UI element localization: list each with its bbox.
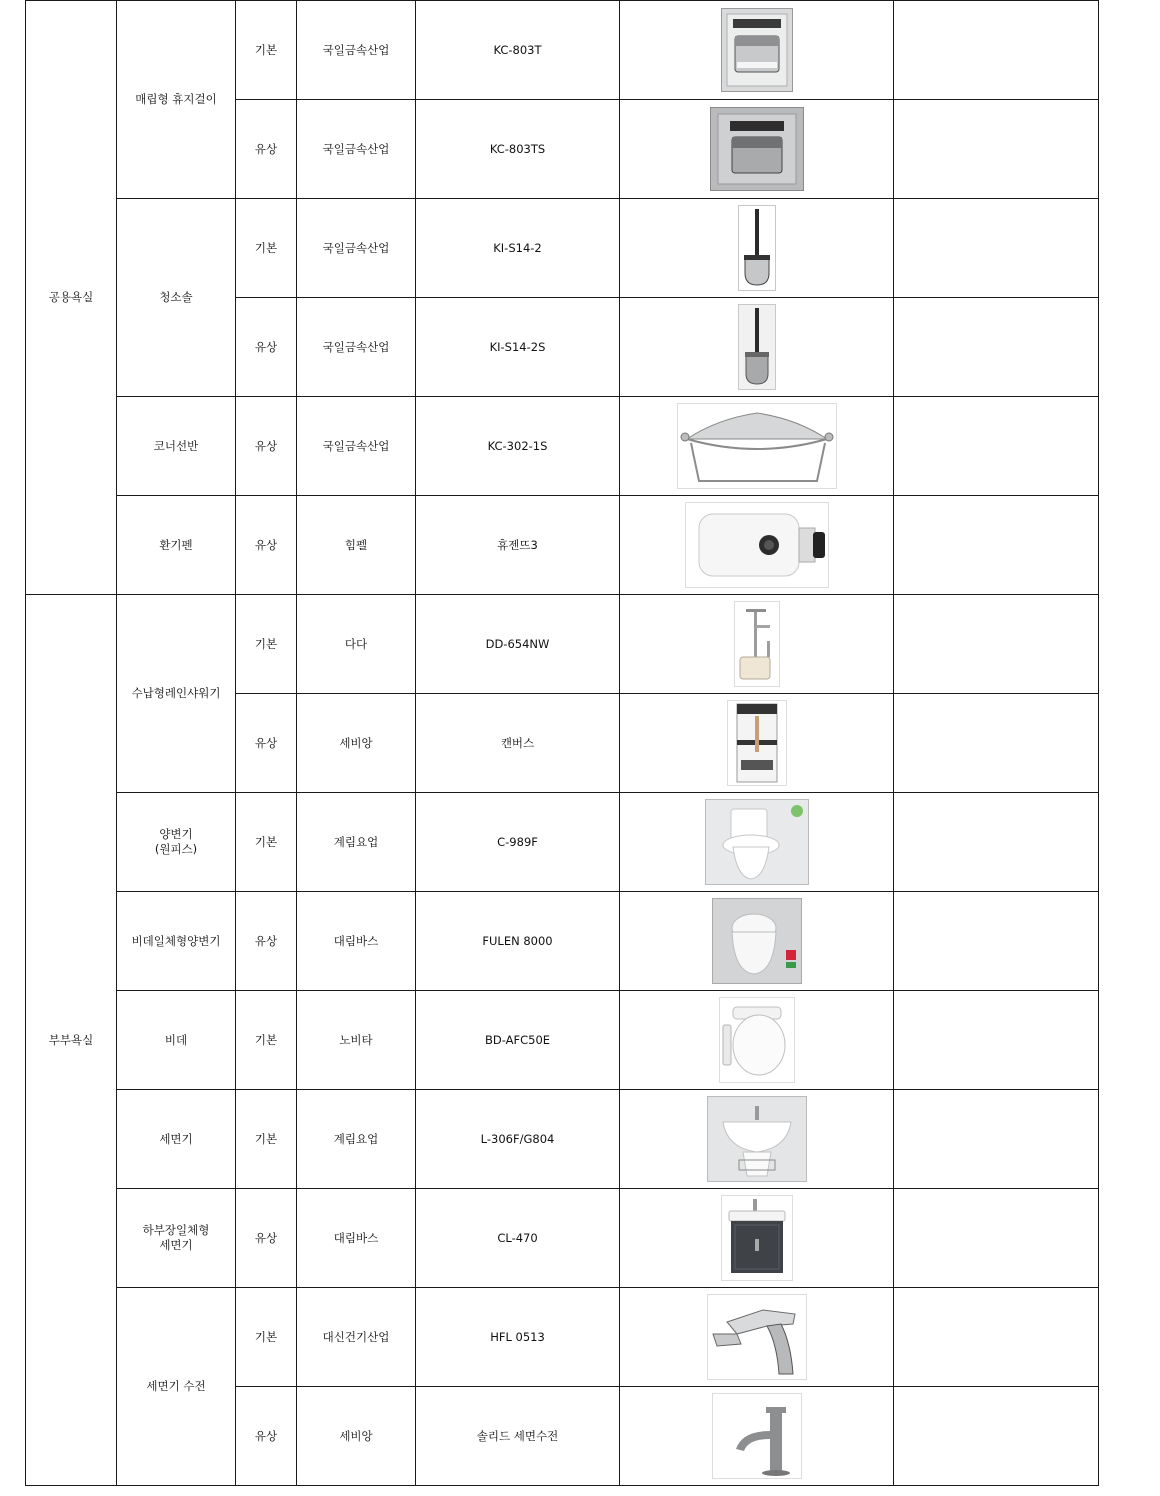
maker-cell: 국일금속산업	[297, 100, 416, 199]
item-name-cell: 비데	[117, 991, 236, 1090]
option-type-cell: 기본	[236, 199, 297, 298]
bidet-toilet-image	[712, 898, 802, 984]
remark-cell	[894, 397, 1099, 496]
remark-cell	[894, 1387, 1099, 1486]
table-row	[26, 595, 1099, 694]
maker-cell: 힘펠	[297, 496, 416, 595]
table-row	[26, 397, 1099, 496]
option-type-cell: 기본	[236, 1288, 297, 1387]
toilet-image	[705, 799, 809, 885]
option-type-cell: 유상	[236, 1387, 297, 1486]
location-cell: 공용욕실	[26, 1, 117, 595]
option-type-cell: 유상	[236, 298, 297, 397]
corner-shelf-image	[677, 403, 837, 489]
option-type-cell: 기본	[236, 1, 297, 100]
product-image-cell	[620, 100, 894, 199]
product-image-cell	[620, 892, 894, 991]
ventilation-fan-image	[685, 502, 829, 588]
item-name-cell: 코너선반	[117, 397, 236, 496]
maker-cell: 대신건기산업	[297, 1288, 416, 1387]
remark-cell	[894, 694, 1099, 793]
table-row	[26, 1090, 1099, 1189]
product-image-cell	[620, 397, 894, 496]
option-type-cell: 유상	[236, 1189, 297, 1288]
bidet-seat-image	[719, 997, 795, 1083]
product-image-cell	[620, 694, 894, 793]
product-image-cell	[620, 793, 894, 892]
product-image-cell	[620, 1090, 894, 1189]
maker-cell: 국일금속산업	[297, 298, 416, 397]
remark-cell	[894, 100, 1099, 199]
model-cell: 캔버스	[416, 694, 620, 793]
table-row	[26, 991, 1099, 1090]
model-cell: 솔리드 세면수전	[416, 1387, 620, 1486]
remark-cell	[894, 1090, 1099, 1189]
model-cell: KI-S14-2S	[416, 298, 620, 397]
maker-cell: 계림요업	[297, 1090, 416, 1189]
remark-cell	[894, 496, 1099, 595]
rain-shower-image	[734, 601, 780, 687]
remark-cell	[894, 892, 1099, 991]
shower-cabinet-image	[727, 700, 787, 786]
option-type-cell: 기본	[236, 991, 297, 1090]
product-image-cell	[620, 496, 894, 595]
option-type-cell: 유상	[236, 496, 297, 595]
model-cell: KI-S14-2	[416, 199, 620, 298]
product-image-cell	[620, 1, 894, 100]
item-name-cell: 양변기 (원피스)	[117, 793, 236, 892]
maker-cell: 노비타	[297, 991, 416, 1090]
item-name-cell: 환기펜	[117, 496, 236, 595]
maker-cell: 국일금속산업	[297, 397, 416, 496]
maker-cell: 대림바스	[297, 1189, 416, 1288]
product-image-cell	[620, 595, 894, 694]
product-image-cell	[620, 298, 894, 397]
washbasin-image	[707, 1096, 807, 1182]
maker-cell: 세비앙	[297, 1387, 416, 1486]
table-row	[26, 1, 1099, 100]
remark-cell	[894, 793, 1099, 892]
table-row	[26, 199, 1099, 298]
option-type-cell: 기본	[236, 595, 297, 694]
remark-cell	[894, 199, 1099, 298]
remark-cell	[894, 595, 1099, 694]
model-cell: FULEN 8000	[416, 892, 620, 991]
model-cell: CL-470	[416, 1189, 620, 1288]
option-type-cell: 기본	[236, 793, 297, 892]
maker-cell: 세비앙	[297, 694, 416, 793]
item-name-cell: 하부장일체형 세면기	[117, 1189, 236, 1288]
item-name-cell: 매립형 휴지걸이	[117, 1, 236, 199]
option-type-cell: 유상	[236, 100, 297, 199]
toilet-brush-image	[738, 205, 776, 291]
model-cell: 휴젠뜨3	[416, 496, 620, 595]
remark-cell	[894, 1, 1099, 100]
remark-cell	[894, 991, 1099, 1090]
item-name-cell: 세면기 수전	[117, 1288, 236, 1486]
toilet-paper-holder-image	[710, 107, 804, 191]
model-cell: L-306F/G804	[416, 1090, 620, 1189]
model-cell: KC-803TS	[416, 100, 620, 199]
model-cell: KC-803T	[416, 1, 620, 100]
option-type-cell: 기본	[236, 1090, 297, 1189]
model-cell: BD-AFC50E	[416, 991, 620, 1090]
option-type-cell: 유상	[236, 397, 297, 496]
vanity-washbasin-image	[721, 1195, 793, 1281]
model-cell: HFL 0513	[416, 1288, 620, 1387]
table-row	[26, 1189, 1099, 1288]
table-row	[26, 496, 1099, 595]
remark-cell	[894, 1288, 1099, 1387]
maker-cell: 다다	[297, 595, 416, 694]
product-image-cell	[620, 1189, 894, 1288]
table-row	[26, 793, 1099, 892]
maker-cell: 국일금속산업	[297, 199, 416, 298]
table-row	[26, 892, 1099, 991]
product-spec-table	[25, 0, 1099, 1486]
faucet-image	[712, 1393, 802, 1479]
item-name-cell: 청소솔	[117, 199, 236, 397]
product-image-cell	[620, 1387, 894, 1486]
model-cell: C-989F	[416, 793, 620, 892]
option-type-cell: 유상	[236, 694, 297, 793]
item-name-cell: 비데일체형양변기	[117, 892, 236, 991]
option-type-cell: 유상	[236, 892, 297, 991]
table-row	[26, 1288, 1099, 1387]
product-image-cell	[620, 1288, 894, 1387]
item-name-cell: 수납형레인샤워기	[117, 595, 236, 793]
toilet-brush-image	[738, 304, 776, 390]
product-image-cell	[620, 199, 894, 298]
maker-cell: 계림요업	[297, 793, 416, 892]
item-name-cell: 세면기	[117, 1090, 236, 1189]
faucet-image	[707, 1294, 807, 1380]
model-cell: DD-654NW	[416, 595, 620, 694]
maker-cell: 국일금속산업	[297, 1, 416, 100]
location-cell: 부부욕실	[26, 595, 117, 1486]
toilet-paper-holder-image	[721, 8, 793, 92]
product-image-cell	[620, 991, 894, 1090]
remark-cell	[894, 1189, 1099, 1288]
remark-cell	[894, 298, 1099, 397]
model-cell: KC-302-1S	[416, 397, 620, 496]
maker-cell: 대림바스	[297, 892, 416, 991]
